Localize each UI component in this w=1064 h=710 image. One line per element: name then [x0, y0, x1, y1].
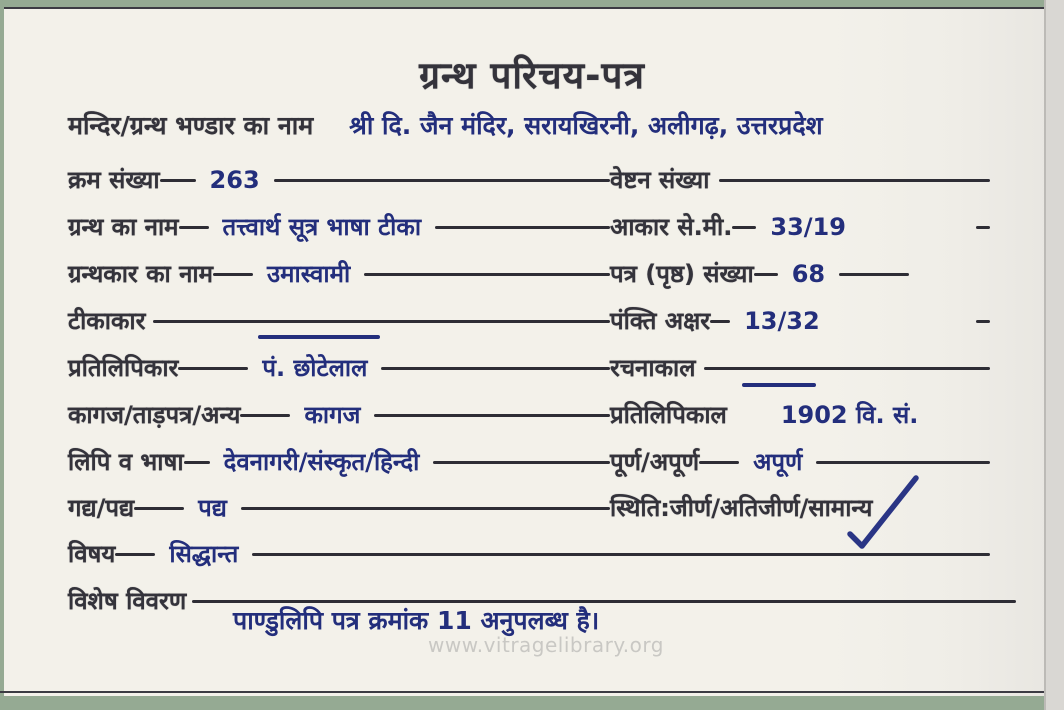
ruled-line: [178, 367, 248, 370]
scan-edge-top: [0, 0, 1064, 7]
ruled-line: [710, 320, 730, 323]
field-value-size: 33/19: [770, 213, 846, 241]
ruled-line: [134, 507, 184, 510]
ruled-line: [816, 461, 990, 464]
field-value-lines-letters: 13/32: [744, 307, 820, 335]
field-row-composition-date: [610, 350, 990, 390]
scan-edge-right: [1046, 0, 1064, 710]
field-label-copy-date: प्रतिलिपिकाल: [610, 401, 727, 429]
field-row-author: [68, 256, 610, 296]
field-label-condition: स्थिति:जीर्ण/अतिजीर्ण/सामान्य: [610, 494, 873, 522]
field-label-prose-verse: गद्य/पद्य: [68, 494, 135, 522]
ruled-line: [252, 553, 990, 556]
field-row-commentator: [68, 303, 610, 343]
ruled-line: [699, 461, 739, 464]
field-label-author: ग्रन्थकार का नाम: [68, 260, 213, 288]
watermark: www.vitragelibrary.org: [428, 633, 664, 657]
field-label-special-details: विशेष विवरण: [68, 587, 187, 615]
field-label-lines-letters: पंक्ति अक्षर: [610, 307, 711, 335]
ruled-line: [179, 226, 209, 229]
blank-value-mark: [742, 383, 816, 387]
ruled-line: [364, 273, 610, 276]
scan-edge-left: [0, 0, 4, 710]
ruled-line: [153, 320, 610, 323]
field-label-material: कागज/ताड़पत्र/अन्य: [68, 401, 241, 429]
field-label-bundle: वेष्टन संख्या: [610, 166, 710, 194]
field-value-leaf-count: 68: [791, 260, 826, 288]
field-value-author: उमास्वामी: [267, 260, 351, 288]
field-value-serial: 263: [209, 166, 260, 194]
field-row-size: [610, 209, 990, 249]
field-label-serial: क्रम संख्या: [68, 166, 160, 194]
ruled-line: [381, 367, 610, 370]
field-label-completeness: पूर्ण/अपूर्ण: [610, 448, 700, 476]
field-value-subject: सिद्धान्त: [169, 540, 239, 568]
field-value-special-details: पाण्डुलिपि पत्र क्रमांक 11 अनुपलब्ध है।: [233, 606, 600, 635]
field-value-bhandar-name: श्री दि. जैन मंदिर, सरायखिरनी, अलीगढ़, उत्तरप्रदेश: [349, 111, 823, 140]
ruled-line: [976, 320, 990, 323]
field-row-subject: [68, 536, 990, 576]
field-label-bhandar-name: मन्दिर/ग्रन्थ भण्डार का नाम: [68, 111, 314, 140]
blank-value-mark: [258, 335, 380, 339]
scan-line-top: [0, 7, 1064, 9]
field-row-condition: [610, 490, 990, 530]
ruled-line: [115, 553, 155, 556]
scan-line-bottom: [0, 691, 1064, 693]
ruled-line: [433, 461, 610, 464]
ruled-line: [184, 461, 210, 464]
ruled-line: [213, 273, 253, 276]
field-row-lines-letters: [610, 303, 990, 343]
field-value-completeness: अपूर्ण: [753, 448, 803, 476]
field-label-leaf-count: पत्र (पृष्ठ) संख्या: [610, 260, 754, 288]
field-row-copyist: [68, 350, 610, 390]
ruled-line: [160, 179, 196, 182]
ruled-line: [240, 414, 290, 417]
field-row-completeness: [610, 444, 990, 484]
field-row-bhandar-name: [68, 108, 1008, 148]
ruled-line: [704, 367, 990, 370]
ruled-line: [839, 273, 909, 276]
field-row-material: [68, 397, 610, 437]
field-row-book-name: [68, 209, 610, 249]
field-label-book-name: ग्रन्थ का नाम: [68, 213, 179, 241]
ruled-line: [435, 226, 610, 229]
field-value-copyist: पं. छोटेलाल: [262, 354, 368, 382]
ruled-line: [754, 273, 778, 276]
field-label-script-language: लिपि व भाषा: [68, 448, 184, 476]
field-row-bundle: [610, 162, 990, 202]
field-label-commentator: टीकाकार: [68, 307, 146, 335]
field-value-material: कागज: [304, 401, 361, 429]
field-label-size: आकार से.मी.: [610, 213, 733, 241]
scan-edge-bottom: [0, 696, 1064, 710]
ruled-line: [274, 179, 610, 182]
field-row-script-language: [68, 444, 610, 484]
field-value-copy-date: 1902 वि. सं.: [780, 401, 919, 429]
field-row-leaf-count: [610, 256, 990, 296]
field-value-book-name: तत्त्वार्थ सूत्र भाषा टीका: [222, 213, 422, 241]
ruled-line: [976, 226, 990, 229]
field-label-copyist: प्रतिलिपिकार: [68, 354, 179, 382]
field-label-composition-date: रचनाकाल: [610, 354, 696, 382]
ruled-line: [732, 226, 756, 229]
field-row-prose-verse: [68, 490, 610, 530]
field-row-copy-date: [610, 397, 990, 437]
field-row-serial: [68, 162, 610, 202]
ruled-line: [719, 179, 990, 182]
ruled-line: [241, 507, 610, 510]
field-value-prose-verse: पद्य: [198, 494, 227, 522]
page-title: ग्रन्थ परिचय-पत्र: [419, 54, 645, 97]
field-value-script-language: देवनागरी/संस्कृत/हिन्दी: [223, 448, 420, 476]
field-label-subject: विषय: [68, 540, 116, 568]
ruled-line: [374, 414, 610, 417]
